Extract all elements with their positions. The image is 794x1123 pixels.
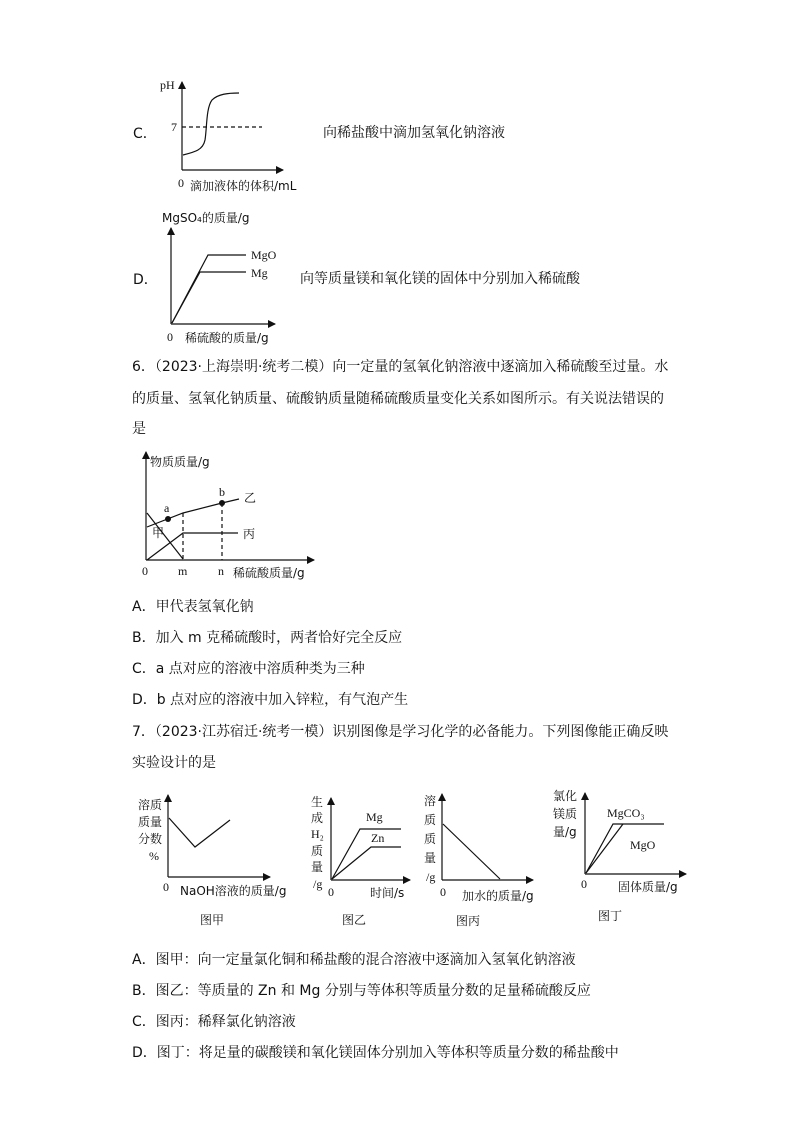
q6-tick-n: n <box>218 564 224 578</box>
q6-label-yi: 乙 <box>244 491 257 505</box>
q7-fig-ding-ylabel-2: 镁质 <box>553 807 578 821</box>
graph-c-origin: 0 <box>178 176 184 190</box>
graph-c-ph-curve <box>183 93 239 155</box>
q7-fig-ding-caption: 图丁 <box>598 909 623 923</box>
q7-fig-bing-xlabel: 加水的质量/g <box>462 889 534 903</box>
q7-option-a: A．图甲：向一定量氯化铜和稀盐酸的混合溶液中逐滴加入氢氧化钠溶液 <box>132 952 576 968</box>
q7-fig-bing-ylabel-1: 溶 <box>424 794 437 808</box>
q7-fig-jia <box>168 795 270 877</box>
q7-fig-ding-series-mgo <box>586 824 623 873</box>
q7-fig-jia-xlabel: NaOH溶液的质量/g <box>180 884 287 898</box>
option-d-letter: D． <box>133 272 158 288</box>
q7-option-b: B．图乙：等质量的 Zn 和 Mg 分别与等体积等质量分数的足量稀硫酸反应 <box>132 983 591 999</box>
q6-option-c: C．a 点对应的溶液中溶质种类为三种 <box>132 661 365 677</box>
q7-fig-yi-ylabel-1: 生 <box>311 795 324 809</box>
q7-fig-jia-origin: 0 <box>163 880 169 894</box>
q7-fig-jia-ylabel-1: 溶质 <box>138 798 163 812</box>
q6-label-a: a <box>164 501 170 515</box>
graph-d-series-mg <box>172 272 246 323</box>
graph-d-origin: 0 <box>167 330 173 344</box>
q7-fig-yi-caption: 图乙 <box>342 913 367 927</box>
q7-fig-yi-origin: 0 <box>328 885 334 899</box>
q7-fig-ding-ylabel-1: 氯化 <box>553 789 578 803</box>
q7-fig-yi-label-mg: Mg <box>366 810 383 824</box>
q7-fig-bing-ylabel-2: 质 <box>424 813 437 827</box>
q6-option-d: D．b 点对应的溶液中加入锌粒，有气泡产生 <box>132 692 409 708</box>
q6-xlabel: 稀硫酸质量/g <box>233 566 305 580</box>
q7-fig-jia-caption: 图甲 <box>200 913 225 927</box>
q6-line-2: 的质量、氢氧化钠质量、硫酸钠质量随稀硫酸质量变化关系如图所示。有关说法错误的 <box>132 391 664 407</box>
q7-fig-bing-ylabel-4: 量 <box>424 851 437 865</box>
q6-label-bing: 丙 <box>243 527 256 541</box>
q6-option-b: B．加入 m 克稀硫酸时，两者恰好完全反应 <box>132 630 403 646</box>
graph-c-ylabel: pH <box>160 78 175 92</box>
q7-fig-ding-ylabel-3: 量/g <box>553 825 577 839</box>
q7-fig-yi-ylabel-2: 成 <box>311 811 324 825</box>
q7-fig-ding-label-mgco3: MgCO₃ <box>607 806 645 820</box>
q6-option-a: A．甲代表氢氧化钠 <box>132 599 254 615</box>
option-c-letter: C． <box>133 126 157 142</box>
q7-fig-yi-series-zn <box>332 847 401 879</box>
q7-fig-bing-curve <box>443 824 500 879</box>
q7-fig-jia-ylabel-3: 分数 <box>138 832 163 846</box>
graph-d-ylabel: MgSO₄的质量/g <box>162 211 250 225</box>
q7-fig-ding-label-mgo: MgO <box>630 838 656 852</box>
q6-tick-m: m <box>178 564 188 578</box>
option-c-description: 向稀盐酸中滴加氢氧化钠溶液 <box>323 125 505 141</box>
q7-line-2: 实验设计的是 <box>132 755 216 771</box>
q7-fig-yi-ylabel-5: 量 <box>311 860 324 874</box>
q7-option-c: C．图丙：稀释氯化钠溶液 <box>132 1014 296 1030</box>
q7-fig-jia-curve <box>169 818 230 847</box>
q6-ylabel: 物质质量/g <box>150 455 210 469</box>
q6-series-yi <box>147 499 239 527</box>
q7-fig-jia-ylabel-4: % <box>149 849 159 863</box>
q6-point-b <box>219 500 225 506</box>
q7-option-d: D．图丁：将足量的碳酸镁和氧化镁固体分别加入等体积等质量分数的稀盐酸中 <box>132 1045 619 1061</box>
q6-origin: 0 <box>142 564 148 578</box>
q7-fig-ding-origin: 0 <box>581 877 587 891</box>
q7-fig-bing <box>442 794 533 880</box>
q7-fig-bing-caption: 图丙 <box>456 914 481 928</box>
q6-line-3: 是 <box>132 421 146 437</box>
q7-fig-yi-ylabel-4: 质 <box>311 844 324 858</box>
q7-fig-yi-xlabel: 时间/s <box>370 886 405 900</box>
q7-fig-yi-series-mg <box>332 829 401 879</box>
q7-fig-bing-ylabel-3: 质 <box>424 832 437 846</box>
graph-d-xlabel: 稀硫酸的质量/g <box>185 331 269 345</box>
graph-c-xlabel: 滴加液体的体积/mL <box>190 179 297 193</box>
graph-c-ph <box>182 82 283 170</box>
q6-label-jia: 甲 <box>152 526 165 540</box>
q7-fig-ding-xlabel: 固体质量/g <box>618 880 678 894</box>
q6-line-1: 6．（2023·上海崇明·统考二模）向一定量的氢氧化钠溶液中逐滴加入稀硫酸至过量。水 <box>132 359 669 375</box>
graph-d-label-mgo: MgO <box>251 248 277 262</box>
q7-fig-bing-ylabel-5: /g <box>426 870 436 884</box>
option-d-description: 向等质量镁和氧化镁的固体中分别加入稀硫酸 <box>300 271 580 287</box>
q7-fig-yi-ylabel-6: /g <box>313 877 323 891</box>
q7-fig-jia-ylabel-2: 质量 <box>138 815 163 829</box>
graph-d-label-mg: Mg <box>251 266 268 280</box>
q7-fig-yi-ylabel-3: H₂ <box>311 827 324 841</box>
graph-d-series-mgo <box>172 255 246 323</box>
graph-c-tick-7: 7 <box>171 120 177 134</box>
q6-label-b: b <box>219 485 225 499</box>
q6-point-a <box>165 516 171 522</box>
q7-fig-bing-origin: 0 <box>440 885 446 899</box>
q7-line-1: 7．（2023·江苏宿迁·统考一模）识别图像是学习化学的必备能力。下列图像能正确反映 <box>132 724 669 740</box>
q7-fig-yi-label-zn: Zn <box>371 831 385 845</box>
